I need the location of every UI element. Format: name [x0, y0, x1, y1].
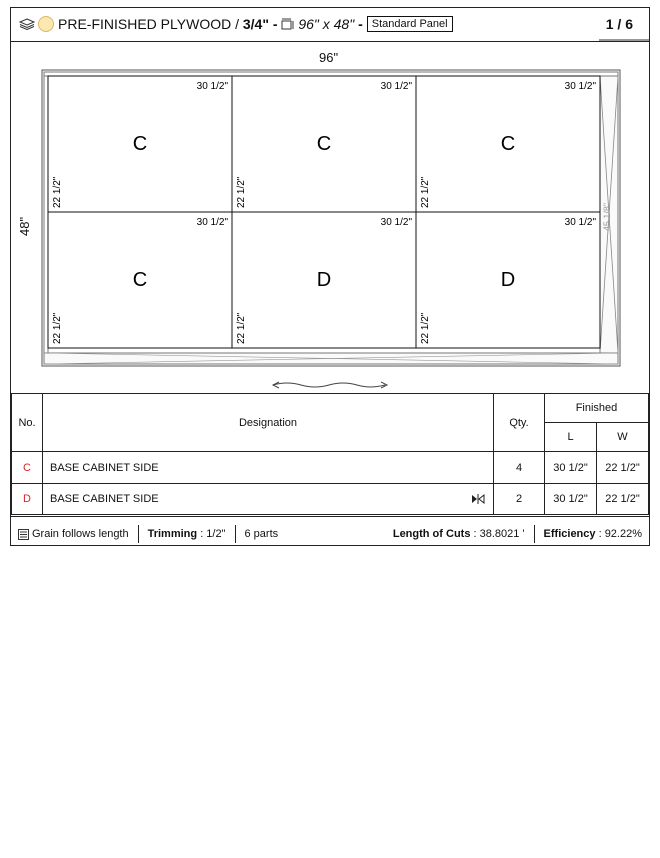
col-header-no: No. [12, 394, 43, 452]
efficiency-value: : 92.22% [598, 528, 642, 540]
parts-table [11, 393, 649, 515]
part-length-label: 30 1/2" [380, 217, 412, 228]
row-width: 22 1/2" [597, 484, 649, 515]
part-letter: D [316, 269, 332, 291]
parts-layer [48, 76, 600, 348]
row-length: 30 1/2" [545, 484, 597, 515]
trim-top [44, 72, 618, 76]
efficiency-label: Efficiency [543, 528, 596, 540]
material-name: PRE-FINISHED PLYWOOD [58, 16, 232, 32]
header-dash: - [272, 16, 278, 32]
part-width-label: 22 1/2" [52, 176, 63, 208]
sheet-height-label: 48" [17, 216, 32, 236]
cut-part [48, 212, 232, 348]
part-length-label: 30 1/2" [564, 81, 596, 92]
part-letter: C [316, 133, 332, 155]
parts-count: 6 parts [244, 528, 279, 540]
row-designation [43, 484, 494, 515]
panel-size: 96" x 48" [298, 16, 355, 32]
part-width-label: 22 1/2" [52, 312, 63, 344]
divider [235, 525, 236, 543]
header-slash: / [235, 16, 239, 32]
grain-direction-icon [273, 382, 387, 388]
part-letter: D [500, 269, 516, 291]
row-qty: 2 [494, 484, 545, 515]
cutting-diagram [11, 42, 649, 394]
row-letter: D [12, 484, 43, 515]
table-row [12, 484, 649, 515]
row-letter: C [12, 452, 43, 484]
panel-type-badge: Standard Panel [367, 16, 453, 32]
col-header-designation: Designation [43, 394, 494, 452]
part-length-label: 30 1/2" [196, 81, 228, 92]
part-letter: C [500, 133, 516, 155]
divider [138, 525, 139, 543]
col-header-finished: Finished [545, 394, 649, 423]
part-length-label: 30 1/2" [196, 217, 228, 228]
divider [534, 525, 535, 543]
trim-left [44, 76, 48, 353]
material-thickness: 3/4" [242, 16, 269, 32]
row-length: 30 1/2" [545, 452, 597, 484]
sheet-header [11, 8, 649, 42]
footer-right [393, 525, 642, 543]
header-title-row [19, 16, 453, 32]
trimming-label: Trimming [147, 528, 198, 540]
length-of-cuts-value: : 38.8021 ' [473, 528, 525, 540]
panel-size-icon [281, 18, 294, 30]
row-designation: BASE CABINET SIDE [43, 452, 494, 484]
offcut-label: 45 1/8" [602, 202, 612, 232]
part-width-label: 22 1/2" [236, 312, 247, 344]
cut-sheet [10, 7, 650, 546]
sheet-width-label: 96" [319, 50, 339, 65]
part-width-label: 22 1/2" [420, 312, 431, 344]
col-header-qty: Qty. [494, 394, 545, 452]
grain-list-icon [18, 529, 29, 540]
panel-svg [11, 42, 649, 394]
grain-label: Grain follows length [32, 528, 129, 540]
row-qty: 4 [494, 452, 545, 484]
part-length-label: 30 1/2" [564, 217, 596, 228]
sheet-footer [11, 516, 649, 547]
page-indicator: 1 / 6 [605, 16, 633, 32]
table-row [12, 452, 649, 484]
cut-part [232, 76, 416, 212]
trimming-value: : 1/2" [200, 528, 226, 540]
part-letter: C [132, 133, 148, 155]
flip-icon [471, 494, 485, 504]
cut-part [416, 212, 600, 348]
row-width: 22 1/2" [597, 452, 649, 484]
part-width-label: 22 1/2" [236, 176, 247, 208]
layers-icon [19, 18, 35, 30]
part-length-label: 30 1/2" [380, 81, 412, 92]
col-header-l: L [545, 423, 597, 452]
cut-part [232, 212, 416, 348]
part-width-label: 22 1/2" [420, 176, 431, 208]
col-header-w: W [597, 423, 649, 452]
length-of-cuts-label: Length of Cuts [392, 528, 471, 540]
header-dash: - [358, 16, 363, 32]
material-swatch-icon [38, 16, 54, 32]
row-designation-text: BASE CABINET SIDE [50, 493, 159, 505]
part-letter: C [132, 269, 148, 291]
page-underline [599, 39, 649, 41]
cut-part [416, 76, 600, 212]
footer-left [18, 525, 278, 543]
cut-part [48, 76, 232, 212]
